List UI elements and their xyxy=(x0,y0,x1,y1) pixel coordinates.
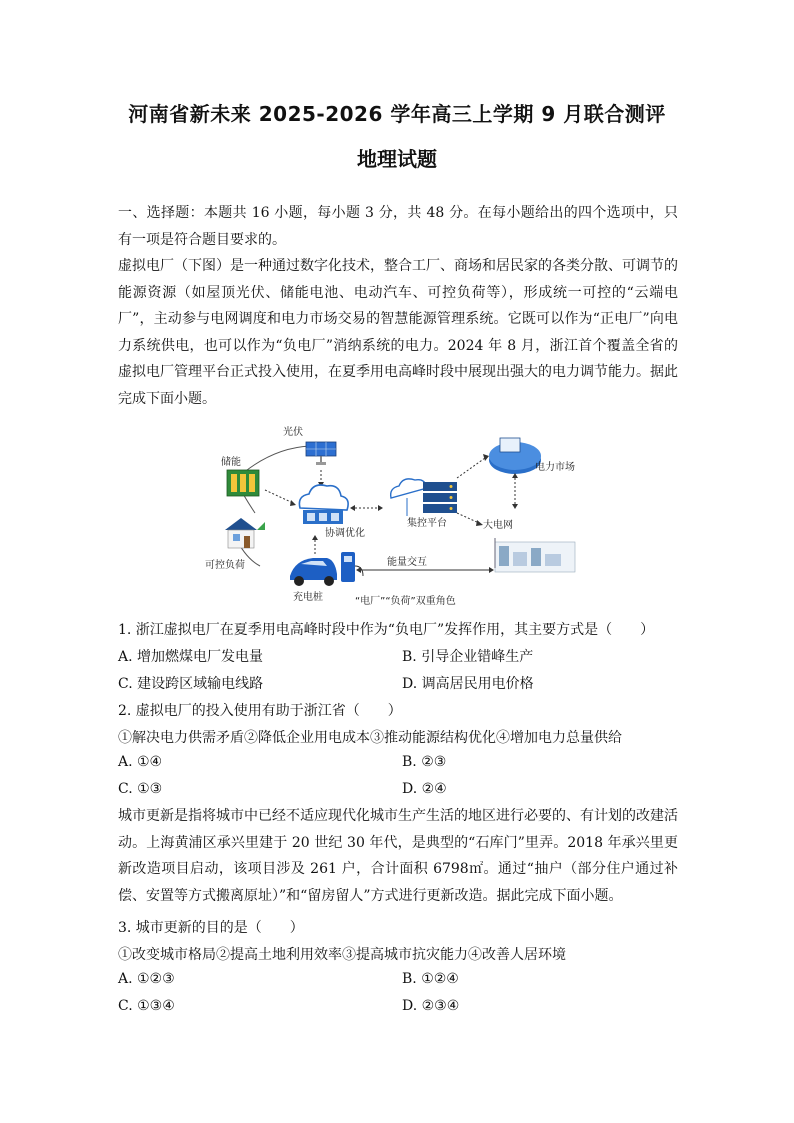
virtual-power-plant-diagram xyxy=(195,418,605,614)
power-grid-icon xyxy=(495,538,575,572)
q2-stem: 2. 虚拟电厂的投入使用有助于浙江省（ ） xyxy=(118,703,402,719)
passage-virtual-power-plant: 虚拟电厂（下图）是一种通过数字化技术，整合工厂、商场和居民家的各类分散、可调节的能源资源（如屋顶光伏、储能电池、电动汽车、可控负荷等），形成统一可控的“云端电厂”，主动参与电网调度和电力市场交易的智慧能源管理系统。它既可以作为“正电厂”向电力系统供电，也可以作为“负电厂”消纳系统的电力。2024 年 8 月，浙江首个覆盖全省的虚拟电厂管理平台正式投入使用，在夏季用电高峰时段中展现出强大的电力调节能力。据此完成下面小题。 xyxy=(118,258,678,407)
label-energy-exchange: 能量交互 xyxy=(387,557,427,568)
label-controllable-load: 可控负荷 xyxy=(205,560,245,571)
exam-subtitle: 地理试题 xyxy=(357,147,437,171)
q1-option-d[interactable]: D. 调高居民用电价格 xyxy=(402,676,534,692)
q3-option-c[interactable]: C. ①③④ xyxy=(118,998,175,1014)
q1-option-a[interactable]: A. 增加燃煤电厂发电量 xyxy=(118,649,264,665)
q2-option-a[interactable]: A. ①④ xyxy=(118,754,163,770)
cloud-coordination-icon xyxy=(299,485,348,524)
q1-option-b[interactable]: B. 引导企业错峰生产 xyxy=(402,649,534,665)
label-dual-role: “电厂”“负荷”双重角色 xyxy=(355,596,456,607)
q2-items: ①解决电力供需矛盾②降低企业用电成本③推动能源结构优化④增加电力总量供给 xyxy=(118,730,622,746)
label-storage: 储能 xyxy=(221,457,241,468)
section-intro: 一、选择题：本题共 16 小题，每小题 3 分，共 48 分。在每小题给出的四个选项中，只有一项是符合题目要求的。 xyxy=(118,205,678,248)
q1-option-c[interactable]: C. 建设跨区域输电线路 xyxy=(118,676,264,692)
q3-option-b[interactable]: B. ①②④ xyxy=(402,971,459,987)
house-load-icon xyxy=(225,518,265,548)
label-charging-pile: 充电桩 xyxy=(293,592,323,603)
q2-option-c[interactable]: C. ①③ xyxy=(118,781,163,797)
label-market: 电力市场 xyxy=(535,462,575,473)
solar-panel-icon xyxy=(306,442,336,465)
q3-stem: 3. 城市更新的目的是（ ） xyxy=(118,920,304,936)
label-grid: 大电网 xyxy=(483,520,513,531)
label-coordination: 协调优化 xyxy=(325,528,365,539)
q3-option-d[interactable]: D. ②③④ xyxy=(402,998,460,1014)
electric-car-icon xyxy=(290,558,337,586)
q2-option-d[interactable]: D. ②④ xyxy=(402,781,447,797)
power-market-icon xyxy=(489,438,541,474)
charging-pile-icon xyxy=(341,552,363,582)
q1-stem: 1. 浙江虚拟电厂在夏季用电高峰时段中作为“负电厂”发挥作用，其主要方式是（ ） xyxy=(118,622,655,638)
passage-urban-renewal: 城市更新是指将城市中已经不适应现代化城市生产生活的地区进行必要的、有计划的改建活动。上海黄浦区承兴里建于 20 世纪 30 年代，是典型的“石库门”里弄。2018 年承兴里更新改造项目启动，该项目涉及 261 户，合计面积 6798㎡。通过“抽户（部分住户通过补偿、安置等方式搬离原址）”和“留房留人”方式进行更新改造。据此完成下面小题。 xyxy=(118,808,678,904)
q3-items: ①改变城市格局②提高土地利用效率③提高城市抗灾能力④改善人居环境 xyxy=(118,947,566,963)
battery-storage-icon xyxy=(227,470,259,496)
q2-option-b[interactable]: B. ②③ xyxy=(402,754,447,770)
label-pv: 光伏 xyxy=(283,427,303,438)
exam-title: 河南省新未来 2025-2026 学年高三上学期 9 月联合测评 xyxy=(128,102,666,126)
q3-option-a[interactable]: A. ①②③ xyxy=(118,971,175,987)
control-platform-server-icon xyxy=(391,479,457,516)
label-control-platform: 集控平台 xyxy=(407,518,447,529)
